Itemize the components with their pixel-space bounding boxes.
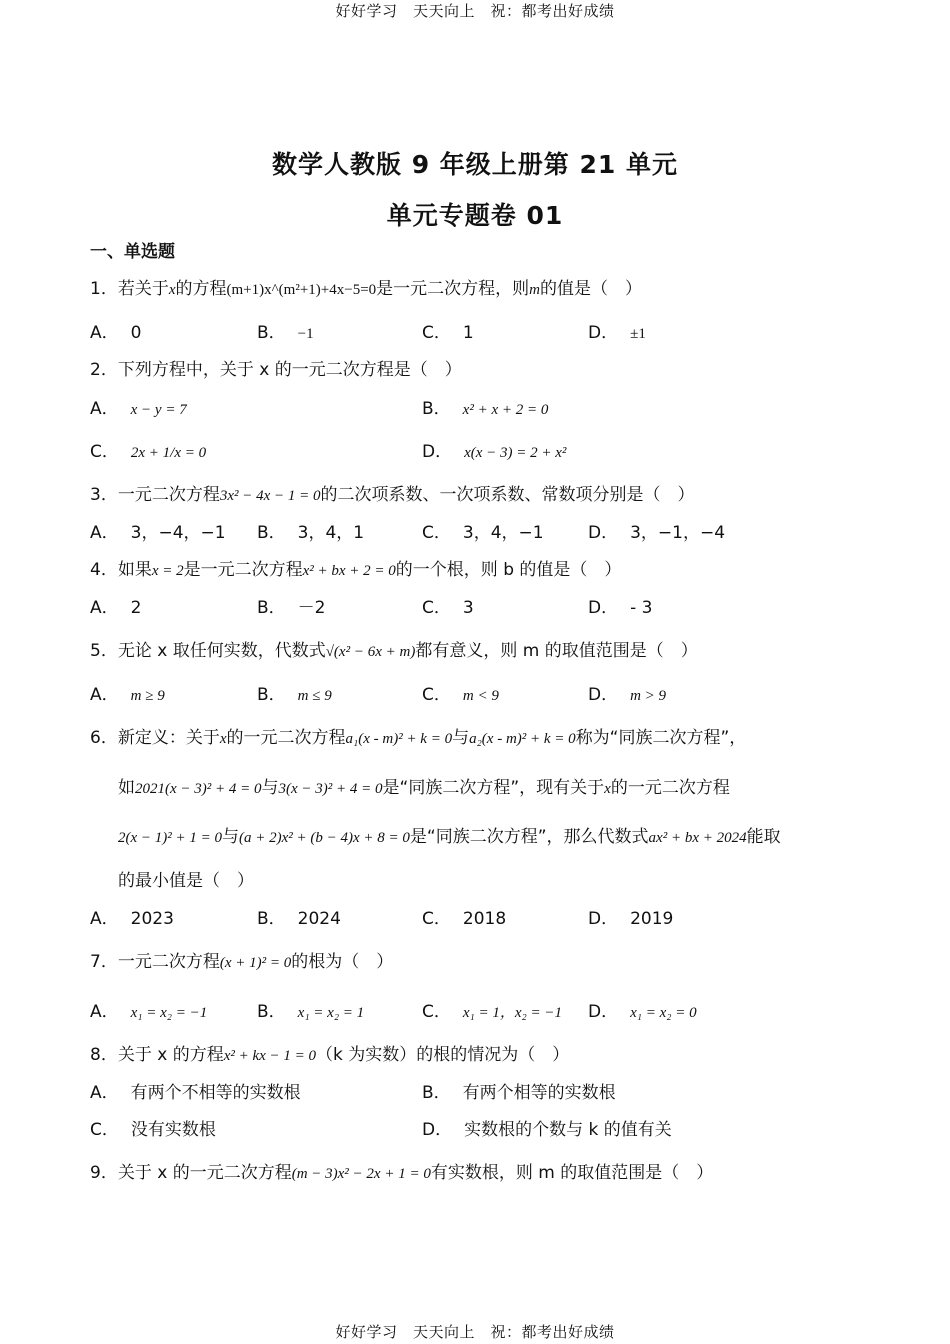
- option-label: C．: [422, 909, 451, 929]
- option-c[interactable]: [422, 318, 474, 343]
- equation: (a + 2)x² + (b − 4)x + 8 = 0: [239, 830, 410, 846]
- option-b[interactable]: [422, 1078, 616, 1103]
- equation: (m+1)x^(m²+1)+4x−5=0: [226, 282, 377, 298]
- page-subtitle: 单元专题卷 01: [386, 201, 564, 230]
- equation: a₂(x - m)² + k = 0: [469, 731, 576, 747]
- option-text: 没有实数根: [130, 1120, 216, 1140]
- question-6-line-3: 2(x − 1)² + 1 = 0与(a + 2)x² + (b − 4)x + 8 = 0是“同族二次方程”，那么代数式ax² + bx + 2024能取: [118, 827, 781, 847]
- option-a[interactable]: [90, 318, 141, 343]
- option-text: 3: [462, 598, 474, 618]
- option-b[interactable]: [422, 394, 548, 419]
- option-label: B．: [257, 323, 286, 343]
- option-d[interactable]: [588, 518, 725, 543]
- option-text: x₁ = x₂ = 0: [630, 1005, 697, 1021]
- option-text: x² + x + 2 = 0: [462, 402, 549, 418]
- expression: ax² + bx + 2024: [648, 830, 747, 846]
- equation: 2021(x − 3)² + 4 = 0: [135, 781, 262, 797]
- question-4: 4．如果x = 2是一元二次方程x² + bx + 2 = 0的一个根，则 b 的值是（ ）: [90, 560, 622, 580]
- equation: (x + 1)² = 0: [219, 955, 292, 971]
- option-label: A．: [90, 399, 119, 419]
- option-b[interactable]: [257, 518, 364, 543]
- option-label: B．: [257, 523, 286, 543]
- option-text: 2019: [630, 909, 674, 929]
- option-text: - 3: [630, 598, 653, 618]
- option-label: A．: [90, 523, 119, 543]
- question-9: 9．关于 x 的一元二次方程(m − 3)x² − 2x + 1 = 0有实数根，则 m 的取值范围是（ ）: [90, 1163, 714, 1183]
- option-text: －2: [297, 598, 326, 618]
- option-label: C．: [422, 523, 451, 543]
- option-a[interactable]: [90, 904, 174, 929]
- option-a[interactable]: [90, 394, 187, 419]
- option-label: D．: [422, 442, 453, 462]
- option-b[interactable]: [257, 680, 332, 705]
- radical-expression: √(x² − 6x + m): [325, 644, 416, 660]
- option-text: x − y = 7: [130, 402, 187, 418]
- option-text: 3，4，−1: [462, 523, 544, 543]
- option-text: 2023: [130, 909, 174, 929]
- option-label: D．: [588, 323, 619, 343]
- equation: 2(x − 1)² + 1 = 0: [118, 830, 223, 846]
- question-2: 2．下列方程中，关于 x 的一元二次方程是（ ）: [90, 360, 462, 380]
- option-label: A．: [90, 323, 119, 343]
- equation: x² + bx + 2 = 0: [302, 563, 396, 579]
- equation: x² + kx − 1 = 0: [223, 1048, 317, 1064]
- option-label: C．: [422, 598, 451, 618]
- option-text: 3，−1，−4: [630, 523, 726, 543]
- option-text: x₁ = x₂ = 1: [297, 1005, 365, 1021]
- question-number: 7．: [90, 952, 118, 972]
- question-number: 6．: [90, 728, 118, 748]
- option-label: D．: [588, 685, 619, 705]
- option-label: D．: [588, 598, 619, 618]
- option-text: 有两个相等的实数根: [462, 1083, 616, 1103]
- option-label: C．: [90, 1120, 119, 1140]
- option-d[interactable]: [588, 318, 646, 343]
- option-c[interactable]: [422, 680, 499, 705]
- option-text: m ≤ 9: [297, 688, 332, 704]
- option-text: m < 9: [462, 688, 499, 704]
- option-d[interactable]: [588, 997, 697, 1022]
- option-text: 有两个不相等的实数根: [130, 1083, 301, 1103]
- page-title: 数学人教版 9 年级上册第 21 单元: [271, 150, 678, 179]
- option-label: C．: [422, 685, 451, 705]
- option-label: B．: [257, 685, 286, 705]
- equation: (m − 3)x² − 2x + 1 = 0: [291, 1166, 431, 1182]
- option-c[interactable]: [90, 1115, 216, 1140]
- page-footer: 好好学习 天天向上 祝：都考出好成绩: [335, 1323, 615, 1341]
- option-c[interactable]: [422, 904, 506, 929]
- option-text: 2: [130, 598, 142, 618]
- question-number: 1．: [90, 279, 118, 299]
- question-6-line-4: 的最小值是（ ）: [118, 871, 254, 891]
- question-1: 1．若关于x的方程(m+1)x^(m²+1)+4x−5=0是一元二次方程，则m的值是（ ）: [90, 279, 642, 299]
- option-label: C．: [422, 1002, 451, 1022]
- option-label: B．: [257, 598, 286, 618]
- question-5: 5．无论 x 取任何实数，代数式√(x² − 6x + m)都有意义，则 m 的取值范围是（ ）: [90, 641, 698, 661]
- option-d[interactable]: [422, 437, 566, 462]
- option-text: 2024: [297, 909, 341, 929]
- option-d[interactable]: [588, 593, 652, 618]
- option-b[interactable]: [257, 904, 341, 929]
- option-label: B．: [422, 399, 451, 419]
- option-label: A．: [90, 685, 119, 705]
- option-c[interactable]: [422, 593, 474, 618]
- option-a[interactable]: [90, 997, 207, 1022]
- option-label: A．: [90, 1002, 119, 1022]
- question-number: 8．: [90, 1045, 118, 1065]
- option-text: m ≥ 9: [130, 688, 165, 704]
- option-text: x(x − 3) = 2 + x²: [464, 445, 567, 461]
- option-label: A．: [90, 598, 119, 618]
- option-label: B．: [422, 1083, 451, 1103]
- option-b[interactable]: [257, 593, 326, 618]
- option-b[interactable]: [257, 318, 314, 343]
- equation: 3(x − 3)² + 4 = 0: [278, 781, 383, 797]
- question-number: 2．: [90, 360, 118, 380]
- option-label: A．: [90, 1083, 119, 1103]
- option-label: A．: [90, 909, 119, 929]
- question-6-line-2: 如2021(x − 3)² + 4 = 0与3(x − 3)² + 4 = 0是“同族二次方程”，现有关于x的一元二次方程: [118, 778, 730, 798]
- page-header: 好好学习 天天向上 祝：都考出好成绩: [335, 2, 615, 20]
- equation: 3x² − 4x − 1 = 0: [219, 488, 321, 504]
- option-label: B．: [257, 909, 286, 929]
- option-a[interactable]: [90, 1078, 301, 1103]
- option-label: D．: [422, 1120, 453, 1140]
- option-text: x₁ = 1，x₂ = −1: [462, 1005, 562, 1021]
- option-text: 1: [462, 323, 474, 343]
- option-text: m > 9: [630, 688, 667, 704]
- question-number: 3．: [90, 485, 118, 505]
- option-b[interactable]: [257, 997, 364, 1022]
- option-label: D．: [588, 1002, 619, 1022]
- option-label: C．: [422, 323, 451, 343]
- option-label: D．: [588, 523, 619, 543]
- question-7: 7．一元二次方程(x + 1)² = 0的根为（ ）: [90, 952, 394, 972]
- option-a[interactable]: [90, 680, 165, 705]
- option-a[interactable]: [90, 518, 226, 543]
- option-text: 3，−4，−1: [130, 523, 226, 543]
- option-text: 2018: [462, 909, 507, 929]
- option-text: 实数根的个数与 k 的值有关: [464, 1120, 672, 1140]
- option-text: 2x + 1/x = 0: [130, 445, 207, 461]
- option-text: 0: [130, 323, 142, 343]
- option-text: −1: [297, 326, 314, 342]
- option-label: B．: [257, 1002, 286, 1022]
- option-c[interactable]: [422, 997, 562, 1022]
- question-8: 8．关于 x 的方程x² + kx − 1 = 0（k 为实数）的根的情况为（ ）: [90, 1045, 570, 1065]
- option-text: ±1: [630, 326, 646, 342]
- option-d[interactable]: [422, 1115, 672, 1140]
- option-a[interactable]: [90, 593, 141, 618]
- option-text: x₁ = x₂ = −1: [130, 1005, 208, 1021]
- equation: a₁(x - m)² + k = 0: [345, 731, 453, 747]
- option-d[interactable]: [588, 904, 673, 929]
- option-text: 3，4，1: [297, 523, 365, 543]
- question-number: 4．: [90, 560, 118, 580]
- option-label: C．: [90, 442, 119, 462]
- question-3: 3．一元二次方程3x² − 4x − 1 = 0的二次项系数、一次项系数、常数项分别是（ ）: [90, 485, 695, 505]
- option-c[interactable]: [90, 437, 206, 462]
- section-heading: 一、单选题: [90, 242, 175, 262]
- option-d[interactable]: [588, 680, 666, 705]
- question-number: 9．: [90, 1163, 118, 1183]
- question-number: 5．: [90, 641, 118, 661]
- option-c[interactable]: [422, 518, 544, 543]
- question-6: 6．新定义：关于x的一元二次方程a₁(x - m)² + k = 0与a₂(x - m)² + k = 0称为“同族二次方程”，: [90, 728, 747, 748]
- option-label: D．: [588, 909, 619, 929]
